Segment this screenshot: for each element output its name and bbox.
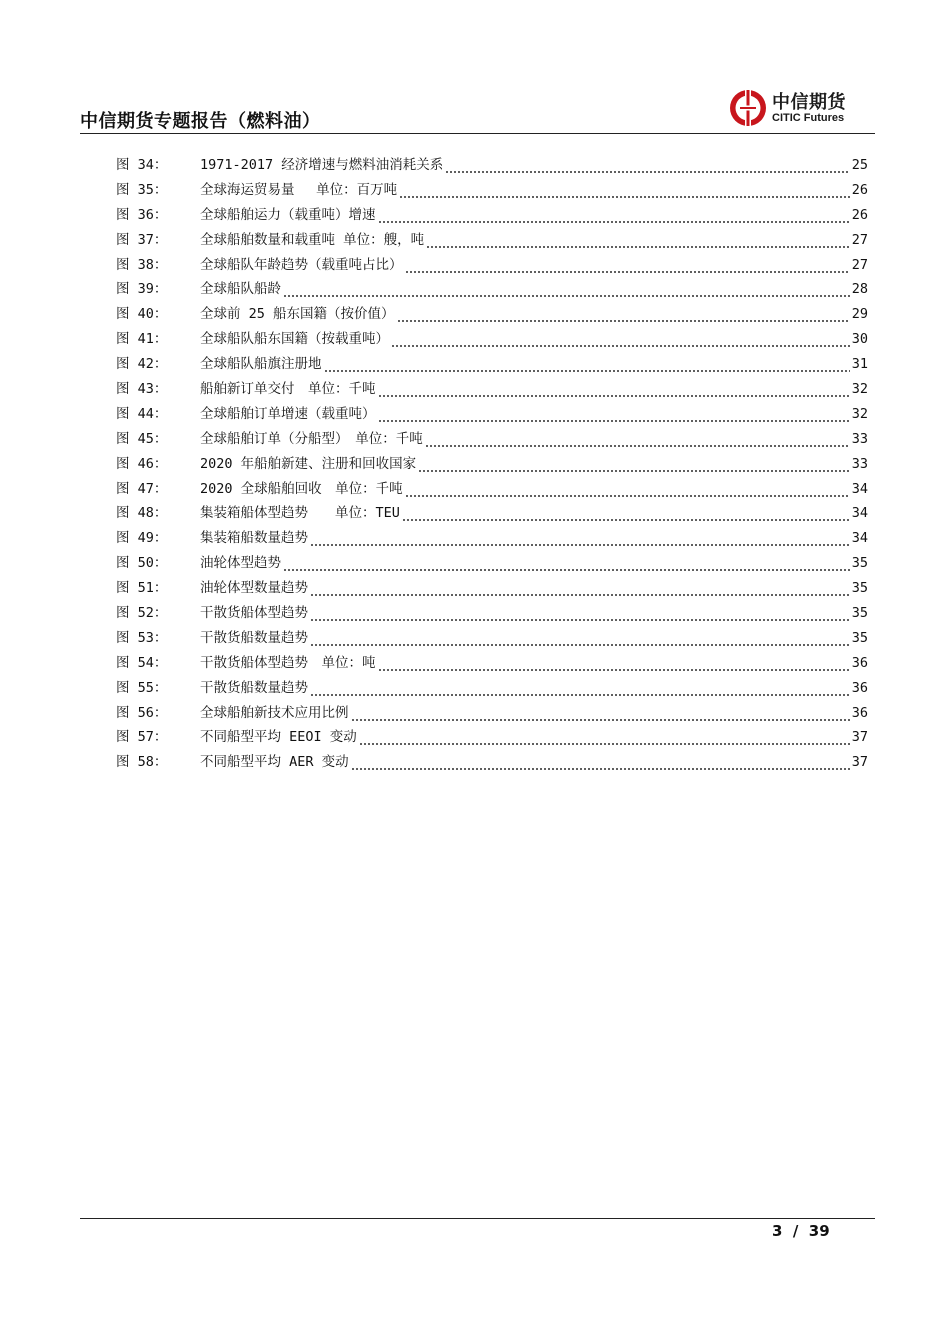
toc-entry-title: 干散货船数量趋势 <box>200 629 308 646</box>
toc-leader-dots <box>351 750 850 775</box>
toc-leader-dots <box>310 676 850 701</box>
toc-entry[interactable] <box>116 701 868 726</box>
toc-entry[interactable] <box>116 178 868 203</box>
toc-entry-title: 全球船队船旗注册地 <box>200 356 322 373</box>
footer-divider <box>80 1218 875 1219</box>
toc-entry[interactable] <box>116 402 868 427</box>
toc-entry[interactable] <box>116 676 868 701</box>
toc-entry[interactable] <box>116 153 868 178</box>
toc-leader-dots <box>378 402 850 427</box>
toc-entry[interactable] <box>116 725 868 750</box>
toc-entry-page: 36 <box>851 679 868 696</box>
toc-entry[interactable] <box>116 551 868 576</box>
toc-entry-title: 干散货船体型趋势 单位：吨 <box>200 654 376 671</box>
toc-leader-dots <box>402 501 850 526</box>
toc-leader-dots <box>359 725 850 750</box>
report-title: 中信期货专题报告（燃料油） <box>80 111 321 132</box>
toc-entry-label: 图 41： <box>116 331 168 348</box>
toc-leader-dots <box>425 427 850 452</box>
toc-entry-title: 全球前 25 船东国籍（按价值） <box>200 306 395 323</box>
toc-entry-label: 图 40： <box>116 306 168 323</box>
toc-entry-title: 1971-2017 经济增速与燃料油消耗关系 <box>200 156 444 173</box>
toc-entry[interactable] <box>116 651 868 676</box>
toc-entry-page: 35 <box>851 580 868 597</box>
toc-entry-label: 图 58： <box>116 754 168 771</box>
toc-entry-label: 图 36： <box>116 206 168 223</box>
toc-entry-page: 29 <box>851 306 868 323</box>
toc-entry-page: 36 <box>851 704 868 721</box>
toc-entry[interactable] <box>116 377 868 402</box>
toc-entry-title: 2020 全球船舶回收 单位：千吨 <box>200 480 403 497</box>
toc-entry[interactable] <box>116 327 868 352</box>
toc-entry-page: 26 <box>851 181 868 198</box>
toc-entry-label: 图 56： <box>116 704 168 721</box>
citic-logo <box>728 86 868 130</box>
toc-entry-page: 37 <box>851 754 868 771</box>
toc-entry[interactable] <box>116 427 868 452</box>
toc-entry-title: 2020 年船舶新建、注册和回收国家 <box>200 455 417 472</box>
toc-entry-page: 34 <box>851 530 868 547</box>
toc-leader-dots <box>283 551 850 576</box>
toc-entry-page: 30 <box>851 331 868 348</box>
citic-emblem-icon <box>728 86 768 130</box>
toc-entry[interactable] <box>116 277 868 302</box>
toc-entry-title: 集装箱船数量趋势 <box>200 530 308 547</box>
toc-leader-dots <box>310 576 850 601</box>
toc-entry[interactable] <box>116 601 868 626</box>
toc-leader-dots <box>391 327 850 352</box>
toc-entry-page: 36 <box>851 654 868 671</box>
toc-entry-page: 34 <box>851 505 868 522</box>
toc-entry-title: 干散货船体型趋势 <box>200 605 308 622</box>
toc-entry-title: 全球船队船龄 <box>200 281 281 298</box>
toc-entry-title: 全球海运贸易量 单位：百万吨 <box>200 181 398 198</box>
toc-entry-title: 不同船型平均 EEOI 变动 <box>200 729 357 746</box>
toc-entry-label: 图 35： <box>116 181 168 198</box>
toc-entry-page: 26 <box>851 206 868 223</box>
toc-entry-page: 34 <box>851 480 868 497</box>
toc-entry-page: 37 <box>851 729 868 746</box>
toc-entry-label: 图 55： <box>116 679 168 696</box>
toc-leader-dots <box>399 178 850 203</box>
toc-entry-label: 图 53： <box>116 629 168 646</box>
toc-entry-label: 图 42： <box>116 356 168 373</box>
toc-leader-dots <box>378 651 850 676</box>
toc-entry-page: 35 <box>851 605 868 622</box>
toc-entry-label: 图 46： <box>116 455 168 472</box>
toc-leader-dots <box>378 377 850 402</box>
toc-leader-dots <box>283 277 850 302</box>
toc-entry-label: 图 44： <box>116 405 168 422</box>
toc-entry-label: 图 38： <box>116 256 168 273</box>
toc-entry-label: 图 47： <box>116 480 168 497</box>
toc-leader-dots <box>310 626 850 651</box>
toc-entry[interactable] <box>116 501 868 526</box>
header-divider <box>80 133 875 134</box>
toc-entry-page: 35 <box>851 555 868 572</box>
logo-english-text: CITIC Futures <box>772 112 845 124</box>
toc-entry[interactable] <box>116 352 868 377</box>
toc-entry-label: 图 51： <box>116 580 168 597</box>
toc-entry-title: 全球船舶数量和载重吨 单位：艘，吨 <box>200 231 425 248</box>
toc-entry-label: 图 52： <box>116 605 168 622</box>
toc-entry-page: 25 <box>851 156 868 173</box>
toc-leader-dots <box>310 601 850 626</box>
toc-entry-label: 图 43： <box>116 381 168 397</box>
figure-index-list <box>116 153 868 775</box>
toc-leader-dots <box>378 203 850 228</box>
toc-leader-dots <box>405 477 850 502</box>
toc-leader-dots <box>405 253 850 278</box>
toc-entry-page: 32 <box>851 405 868 422</box>
toc-entry[interactable] <box>116 576 868 601</box>
toc-entry[interactable] <box>116 526 868 551</box>
toc-entry-label: 图 39： <box>116 281 168 298</box>
toc-entry[interactable] <box>116 626 868 651</box>
toc-entry-label: 图 54： <box>116 654 168 671</box>
toc-entry-label: 图 37： <box>116 231 168 248</box>
toc-entry-page: 33 <box>851 430 868 447</box>
toc-entry-title: 油轮体型数量趋势 <box>200 580 308 597</box>
toc-entry-title: 集装箱船体型趋势 单位：TEU <box>200 505 400 522</box>
toc-entry-title: 油轮体型趋势 <box>200 555 281 572</box>
toc-entry[interactable] <box>116 477 868 502</box>
toc-entry-title: 全球船队年龄趋势（载重吨占比） <box>200 256 403 273</box>
toc-entry-title: 全球船舶新技术应用比例 <box>200 704 349 721</box>
toc-entry-page: 35 <box>851 629 868 646</box>
toc-entry-label: 图 57： <box>116 729 168 746</box>
toc-entry[interactable] <box>116 253 868 278</box>
toc-entry-page: 33 <box>851 455 868 472</box>
toc-entry-page: 27 <box>851 231 868 248</box>
toc-leader-dots <box>445 153 849 178</box>
toc-leader-dots <box>397 302 850 327</box>
toc-entry-label: 图 45： <box>116 430 168 447</box>
page-number: 3 / 39 <box>772 1222 830 1240</box>
toc-entry-title: 不同船型平均 AER 变动 <box>200 754 349 771</box>
toc-entry-title: 全球船队船东国籍（按载重吨） <box>200 331 389 348</box>
toc-entry-label: 图 49： <box>116 530 168 547</box>
toc-entry-title: 全球船舶订单（分船型） 单位：千吨 <box>200 430 423 447</box>
toc-entry[interactable] <box>116 203 868 228</box>
toc-entry-label: 图 50： <box>116 555 168 572</box>
toc-entry-page: 32 <box>851 381 868 397</box>
toc-leader-dots <box>351 701 850 726</box>
toc-leader-dots <box>324 352 850 377</box>
toc-leader-dots <box>418 452 850 477</box>
toc-entry-page: 27 <box>851 256 868 273</box>
toc-entry[interactable] <box>116 228 868 253</box>
toc-entry-label: 图 48： <box>116 505 168 522</box>
toc-entry-title: 全球船舶订单增速（载重吨） <box>200 405 376 422</box>
logo-chinese-text: 中信期货 <box>772 92 846 113</box>
toc-entry[interactable] <box>116 750 868 775</box>
toc-entry-page: 31 <box>851 356 868 373</box>
toc-leader-dots <box>426 228 850 253</box>
toc-entry-title: 船舶新订单交付 单位：千吨 <box>200 381 376 397</box>
toc-leader-dots <box>310 526 850 551</box>
toc-entry[interactable] <box>116 452 868 477</box>
toc-entry[interactable] <box>116 302 868 327</box>
toc-entry-title: 干散货船数量趋势 <box>200 679 308 696</box>
toc-entry-label: 图 34： <box>116 156 168 173</box>
toc-entry-page: 28 <box>851 281 868 298</box>
toc-entry-title: 全球船舶运力（载重吨）增速 <box>200 206 376 223</box>
